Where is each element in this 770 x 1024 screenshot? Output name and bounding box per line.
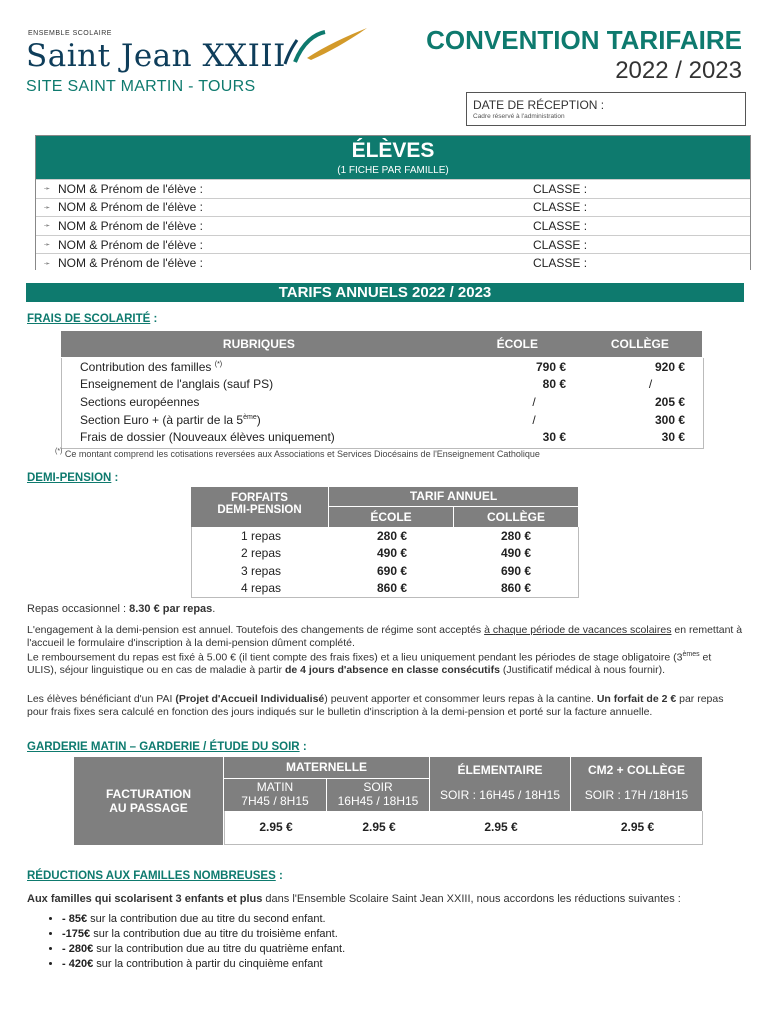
table-row [192, 527, 578, 545]
p2-text-c: (Justificatif médical à nous fournir). [499, 664, 666, 676]
eleve-nom-label: NOM & Prénom de l'élève : [58, 181, 204, 196]
demi-row-college: 490 € [500, 546, 532, 561]
row-label-end: ) [256, 412, 261, 427]
arrow-bullet-icon: ➛ [43, 202, 51, 212]
eleve-row[interactable] [36, 253, 750, 272]
row-sup: (*) [214, 360, 223, 368]
demi-table [191, 487, 578, 597]
demi-title: DEMI-PENSION [27, 472, 112, 484]
demi-paragraph-1 [27, 624, 743, 677]
row-label: Enseignement de l'anglais (sauf PS) [80, 377, 274, 392]
reductions-heading [27, 866, 283, 884]
repas-occasionnel [27, 603, 743, 616]
table-row [62, 376, 703, 394]
eleve-row[interactable] [36, 235, 750, 254]
p2-text-b: et ULIS), séjour linguistique ou en cas de maladie à partir [27, 651, 712, 676]
row-college: 205 € [654, 394, 685, 409]
forfaits-line2: DEMI-PENSION [217, 504, 302, 516]
col-rubriques: RUBRIQUES [222, 337, 295, 351]
eleves-header [36, 136, 750, 179]
footnote-text: Ce montant comprend les cotisations reversées aux Associations et Services Diocésains de l'Enseignement Catholique [62, 449, 540, 459]
reduction-text: sur la contribution à partir du cinquième enfant [93, 958, 323, 970]
table-row [62, 358, 703, 376]
eleve-classe-label: CLASSE : [533, 218, 588, 233]
table-row [192, 580, 578, 598]
reception-label: DATE DE RÉCEPTION : [473, 98, 605, 112]
price-matin: 2.95 € [259, 820, 293, 834]
row-ecole: / [532, 394, 536, 409]
arrow-bullet-icon: ➛ [43, 258, 51, 268]
eleve-classe-label: CLASSE : [533, 256, 588, 271]
row-ecole: 790 € [535, 359, 566, 374]
eleves-title: ÉLÈVES [351, 139, 435, 162]
row-label: Frais de dossier (Nouveaux élèves uniquement) [80, 430, 335, 445]
table-row [192, 545, 578, 563]
p1-text-b: en remettant à l'accueil le formulaire d'inscription à la demi-pension dûment complété. [27, 624, 743, 649]
row-college: 300 € [654, 412, 685, 427]
logo-swoosh-icon [281, 24, 371, 70]
table-row [62, 428, 703, 446]
matin-hours: 7H45 / 8H15 [241, 794, 309, 808]
garderie-title: GARDERIE MATIN – GARDERIE / ÉTUDE DU SOIR [27, 741, 300, 753]
list-item [62, 957, 752, 972]
arrow-bullet-icon: ➛ [43, 184, 51, 194]
reductions-intro [27, 893, 743, 906]
demi-row-ecole: 280 € [376, 528, 408, 543]
frais-title: FRAIS DE SCOLARITÉ [27, 313, 151, 325]
p2-sup: èmes [682, 651, 700, 658]
frais-body [61, 358, 704, 449]
arrow-bullet-icon: ➛ [43, 221, 51, 231]
list-item [62, 912, 752, 927]
eleve-nom-label: NOM & Prénom de l'élève : [58, 237, 204, 252]
forfaits-header [191, 487, 328, 527]
row-college: 30 € [661, 430, 685, 445]
row-college: 920 € [654, 359, 685, 374]
p3-text-b: ) peuvent apporter et consommer leurs repas à la cantine. [324, 693, 597, 705]
p3-text-a: Les élèves bénéficiant d'un PAI [27, 693, 176, 705]
tarifs-banner: TARIFS ANNUELS 2022 / 2023 [26, 283, 744, 302]
logo-site-name: SITE SAINT MARTIN - TOURS [26, 78, 256, 95]
cm2-label: CM2 + COLLÈGE [587, 763, 685, 777]
demi-row-ecole: 490 € [376, 546, 408, 561]
p3-bold2: Un forfait de 2 € [596, 693, 677, 705]
reduction-amount: - 85€ [62, 913, 88, 925]
price-elementaire: 2.95 € [484, 820, 518, 834]
logo-small-text: ENSEMBLE SCOLAIRE [28, 30, 112, 37]
p1-text-a: L'engagement à la demi-pension est annuel. Toutefois des changements de régime sont acceptés [27, 624, 485, 636]
soir-hours: 16H45 / 18H15 [337, 794, 419, 808]
price-soir: 2.95 € [362, 820, 396, 834]
list-item [62, 942, 752, 957]
demi-heading [27, 468, 118, 486]
matin-cell [224, 779, 326, 811]
row-label: Contribution des familles [80, 359, 212, 374]
table-row [192, 562, 578, 580]
demi-row-label: 1 repas [240, 528, 282, 543]
demi-row-label: 4 repas [240, 581, 282, 596]
matin-label: MATIN [256, 780, 294, 794]
frais-heading [27, 309, 157, 327]
reductions-suffix: : [275, 870, 283, 882]
reduction-text: sur la contribution due au titre du second enfant. [87, 913, 326, 925]
soir-cell [327, 779, 429, 811]
page-year: 2022 / 2023 [615, 57, 742, 84]
p2-text-a: Le remboursement du repas est fixé à 5.00 € (il tient compte des frais fixes) et a lieu uniquement pendant les périodes de stage obligatoire (3 [27, 651, 683, 664]
eleves-subtitle: (1 FICHE PAR FAMILLE) [337, 165, 449, 176]
demi-row-college: 690 € [500, 563, 532, 578]
reception-note: Cadre réservé à l'administration [473, 113, 565, 120]
demi-col-college: COLLÈGE [454, 507, 578, 527]
eleve-classe-label: CLASSE : [533, 181, 588, 196]
demi-row-ecole: 690 € [376, 563, 408, 578]
school-logo [26, 30, 371, 100]
occasionnel-label: Repas occasionnel : [27, 603, 130, 615]
reduction-amount: -175€ [62, 928, 91, 940]
eleve-nom-label: NOM & Prénom de l'élève : [58, 200, 204, 215]
elementaire-hours: SOIR : 16H45 / 18H15 [439, 788, 561, 802]
forfaits-line1: FORFAITS [231, 492, 288, 504]
reductions-list [42, 912, 752, 972]
reduction-amount: - 420€ [62, 958, 94, 970]
eleves-box [35, 135, 751, 270]
cm2-hours: SOIR : 17H /18H15 [584, 788, 689, 802]
frais-header-row [61, 331, 702, 357]
reduction-text: sur la contribution due au titre du quatrième enfant. [93, 943, 346, 955]
frais-suffix: : [150, 313, 158, 325]
elementaire-cell [430, 757, 570, 811]
demi-col-ecole: ÉCOLE [329, 507, 453, 527]
elementaire-label: ÉLEMENTAIRE [457, 763, 543, 777]
frais-footnote [55, 448, 540, 459]
demi-row-ecole: 860 € [376, 581, 408, 596]
facturation-line2: AU PASSAGE [109, 801, 188, 815]
p3-bold1: (Projet d'Accueil Individualisé [175, 693, 325, 705]
demi-suffix: : [111, 472, 119, 484]
p1-underline: à chaque période de vacances scolaires [484, 624, 672, 636]
list-item [62, 927, 752, 942]
reception-box [466, 92, 746, 126]
eleve-classe-label: CLASSE : [533, 237, 588, 252]
eleve-row[interactable] [36, 179, 750, 198]
demi-paragraph-pai [27, 693, 743, 718]
reduction-text: sur la contribution due au titre du troisième enfant. [90, 928, 338, 940]
logo-school-name: Saint Jean XXIII [26, 38, 286, 74]
demi-body [191, 527, 579, 598]
frais-table [61, 331, 702, 357]
row-ecole: / [532, 412, 536, 427]
reduction-amount: - 280€ [62, 943, 94, 955]
col-college: COLLÈGE [610, 337, 669, 351]
tarif-annuel-header: TARIF ANNUEL [329, 487, 578, 506]
col-ecole: ÉCOLE [496, 337, 538, 351]
row-label: Sections européennes [80, 394, 200, 409]
eleve-nom-label: NOM & Prénom de l'élève : [58, 218, 204, 233]
page-title: CONVENTION TARIFAIRE [426, 25, 742, 55]
eleve-row[interactable] [36, 198, 750, 217]
occasionnel-end: . [212, 603, 216, 615]
reductions-intro-rest: dans l'Ensemble Scolaire Saint Jean XXIII, nous accordons les réductions suivantes : [262, 893, 681, 905]
demi-row-college: 860 € [500, 581, 532, 596]
row-college: / [648, 377, 653, 392]
eleve-row[interactable] [36, 216, 750, 235]
row-ecole: 80 € [542, 377, 566, 392]
reductions-title: RÉDUCTIONS AUX FAMILLES NOMBREUSES [27, 870, 276, 882]
arrow-bullet-icon: ➛ [43, 240, 51, 250]
price-cm2: 2.95 € [620, 820, 655, 834]
row-sup: ème [243, 413, 257, 421]
table-row [62, 411, 703, 429]
garderie-heading [27, 737, 307, 755]
demi-row-label: 3 repas [240, 563, 282, 578]
facturation-cell [74, 757, 223, 845]
eleve-classe-label: CLASSE : [533, 200, 588, 215]
garderie-table [74, 757, 702, 845]
p3-text-c: par repas pour frais fixes sera calculé en fonction des jours indiqués sur le bulletin d'inscription à la demi-pension et porté sur la facture annuelle. [27, 693, 724, 718]
footnote-mark: (*) [55, 448, 63, 455]
occasionnel-value: 8.30 € par repas [129, 603, 213, 615]
row-ecole: 30 € [542, 430, 566, 445]
demi-row-label: 2 repas [240, 546, 282, 561]
garderie-suffix: : [299, 741, 307, 753]
row-label: Section Euro + (à partir de la 5 [80, 412, 244, 427]
facturation-line1: FACTURATION [105, 787, 192, 801]
table-row [62, 393, 703, 411]
eleve-nom-label: NOM & Prénom de l'élève : [58, 256, 204, 271]
cm2-cell [571, 757, 702, 811]
soir-label: SOIR [363, 780, 393, 794]
p2-bold: de 4 jours d'absence en classe consécutifs [284, 664, 500, 676]
garderie-price-row [224, 811, 703, 845]
maternelle-header: MATERNELLE [224, 757, 429, 778]
reductions-intro-bold: Aux familles qui scolarisent 3 enfants et plus [27, 893, 263, 905]
demi-row-college: 280 € [500, 528, 532, 543]
